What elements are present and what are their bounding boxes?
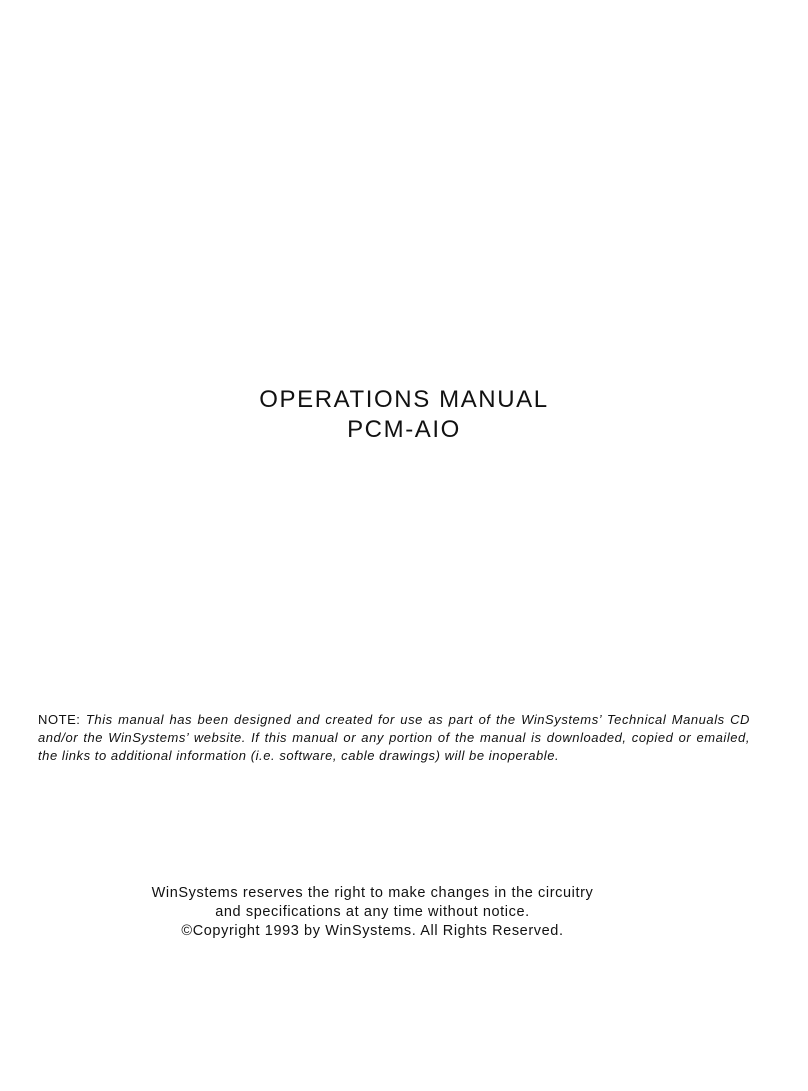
note-label: NOTE: (38, 712, 81, 727)
title-line-manual: OPERATIONS MANUAL (259, 386, 549, 413)
note-text: This manual has been designed and created for use as part of the WinSystems’ Technical Manuals CD and/or the WinSystems’ website. If this manual or any portion of the manual is downloaded, copied or emailed, the links to additional information (i.e. software, cable drawings) will be inoperable. (38, 712, 750, 763)
title-line-product: PCM-AIO (347, 416, 461, 443)
document-title (0, 385, 808, 445)
note-paragraph (38, 711, 750, 765)
copyright-block (0, 884, 745, 941)
footer-line-rights: WinSystems reserves the right to make changes in the circuitry (151, 885, 594, 901)
footer-line-copyright: ©Copyright 1993 by WinSystems. All Rights Reserved. (181, 923, 564, 939)
footer-line-notice: and specifications at any time without notice. (215, 904, 530, 920)
